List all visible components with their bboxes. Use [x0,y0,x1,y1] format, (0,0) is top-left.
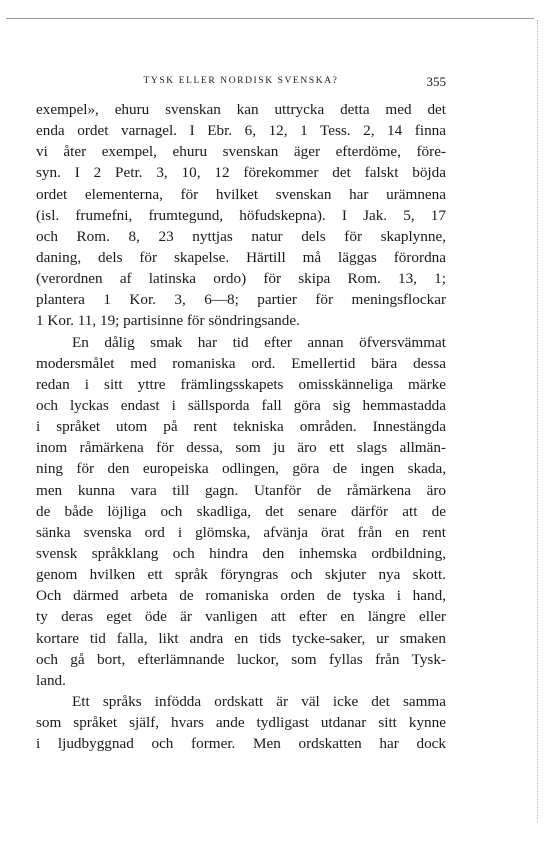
text-line: svensk språkklang och hindra den inhemska ordbildning, [36,544,446,562]
text-line: ning för den europeiska odlingen, göra de ingen skada, [36,460,446,478]
text-line: plantera 1 Kor. 3, 6—8; partier för meningsflockar [36,291,446,309]
text-line: i språket utom på rent tekniska områden. Innestängda [36,418,446,436]
text-line: och lyckas endast i sällsporda fall göra sig hemmastadda [36,396,446,414]
text-line: Och därmed arbeta de romaniska orden de tyska i hand, [36,587,446,605]
text-line: redan i sitt yttre främlingsskapets omisskänneliga märke [36,375,446,393]
page-edge [537,20,538,822]
text-line: daning, dels för skapelse. Härtill må läggas förordna [36,248,446,266]
text-line: som språket själf, hvars ande tydligast utdanar sitt kynne [36,714,446,732]
paragraph-first-line: Ett språks infödda ordskatt är väl icke det samma [72,692,446,710]
text-line: inom råmärkena för dessa, som ju äro ett slags allmän- [36,439,446,457]
text-line: genom hvilken ett språk föryngras och skjuter nya skott. [36,566,446,584]
text-line: (isl. frumefni, frumtegund, höfudskepna). I Jak. 5, 17 [36,206,446,224]
running-head [36,74,446,90]
text-line: enda ordet varnagel. I Ebr. 6, 12, 1 Tess. 2, 14 finna [36,122,446,140]
paragraph-end-line: land. [36,671,66,689]
text-line: de både löjliga och skadliga, det senare därför att de [36,502,446,520]
text-line: men kunna vara till gagn. Utanför de råmärkena äro [36,481,446,499]
text-line: (verordnen af latinska ordo) för skipa Rom. 13, 1; [36,270,446,288]
text-line: ordet elementerna, för hvilket svenskan har urämnena [36,185,446,203]
text-line: i ljudbyggnad och former. Men ordskatten har dock [36,735,446,753]
page-number: 355 [426,74,446,89]
text-line: syn. I 2 Petr. 3, 10, 12 förekommer det falskt böjda [36,164,446,182]
text-line: vi åter exempel, ehuru svenskan äger efterdöme, före- [36,143,446,161]
text-line: och gå bort, efterlämnande luckor, som fyllas från Tysk- [36,650,446,668]
text-line: exempel», ehuru svenskan kan uttrycka detta med det [36,101,446,118]
text-line: ty deras eget öde är vanligen att efter en längre eller [36,608,446,626]
running-head-title: TYSK ELLER NORDISK SVENSKA? [143,76,339,86]
text-line: modersmålet med romaniska ord. Emellertid bära dessa [36,354,446,372]
paragraph-end-line: 1 Kor. 11, 19; partisinne för söndringsande. [36,312,300,330]
text-line: och Rom. 8, 23 nyttjas natur dels för skaplynne, [36,227,446,245]
top-rule [6,18,534,19]
paragraph-first-line: En dålig smak har tid efter annan öfversvämmat [72,333,446,351]
text-line: sänka svenska ord i glömska, afvänja örat från en rent [36,523,446,541]
body-text [36,99,446,754]
text-line: kortare tid falla, likt andra en tids tycke-saker, ur smaken [36,629,446,647]
